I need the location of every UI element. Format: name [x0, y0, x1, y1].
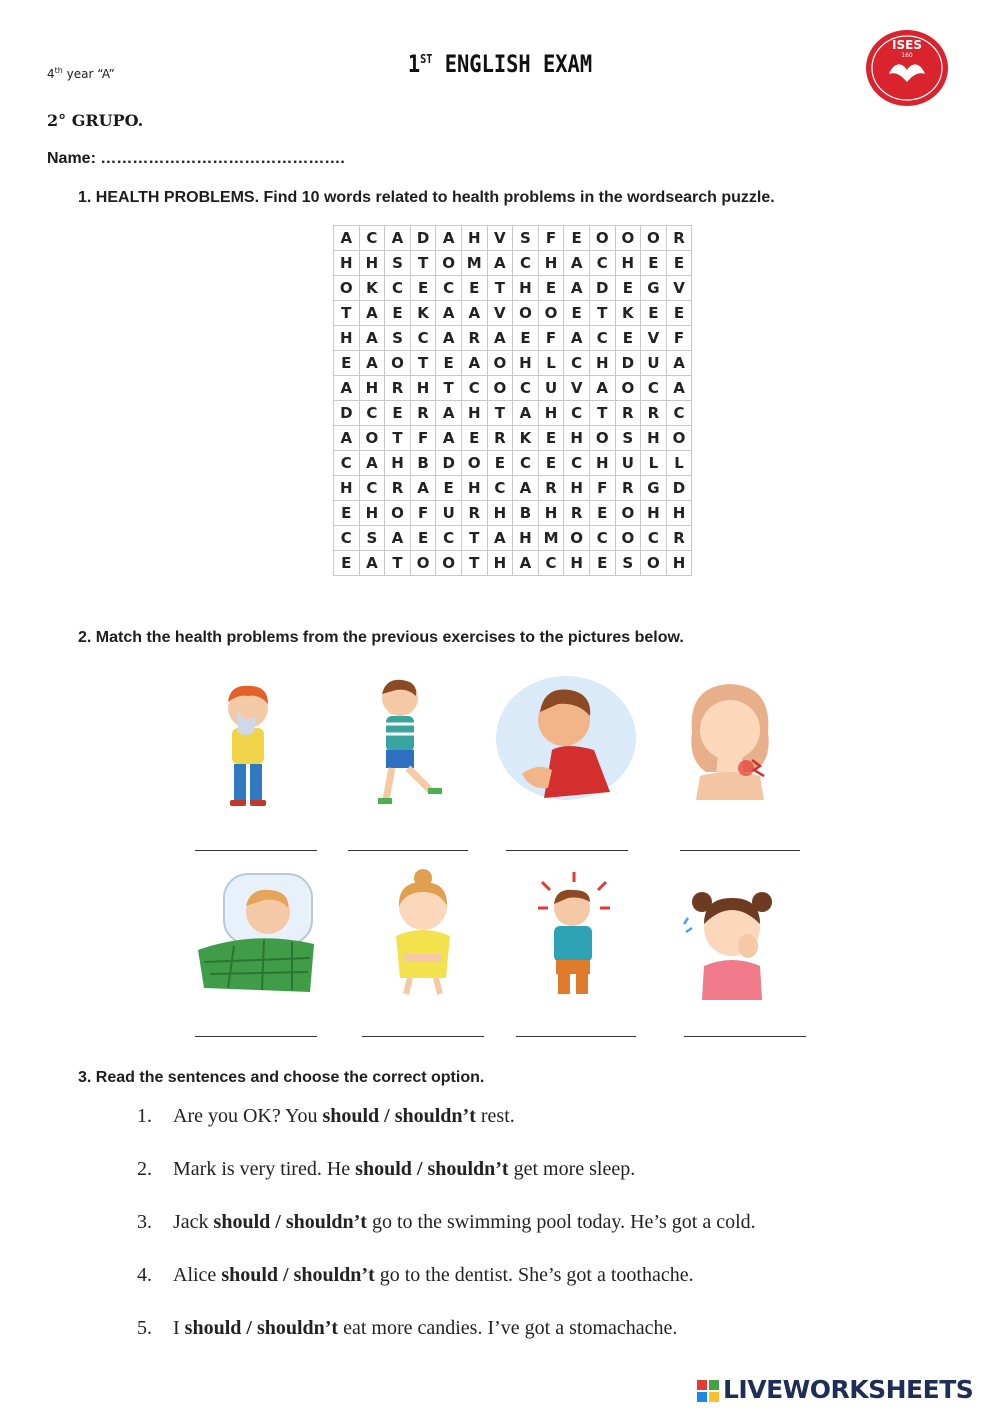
wordsearch-cell[interactable]: R	[461, 326, 487, 351]
wordsearch-cell[interactable]: H	[461, 401, 487, 426]
wordsearch-cell[interactable]: O	[538, 301, 564, 326]
wordsearch-cell[interactable]: E	[334, 501, 360, 526]
wordsearch-cell[interactable]: O	[564, 526, 590, 551]
wordsearch-cell[interactable]: V	[564, 376, 590, 401]
wordsearch-cell[interactable]: A	[461, 301, 487, 326]
sentence-3: 3. Jack should / shouldn’t go to the swimming pool today. He’s got a cold.	[137, 1211, 756, 1233]
wordsearch-cell[interactable]: C	[334, 526, 360, 551]
coughing-man-icon	[494, 672, 638, 804]
wordsearch-cell[interactable]: C	[436, 526, 462, 551]
wordsearch-cell[interactable]: K	[615, 301, 641, 326]
wordsearch-cell[interactable]: R	[641, 401, 667, 426]
wordsearch-cell[interactable]: R	[487, 426, 513, 451]
wordsearch-cell[interactable]: A	[487, 251, 513, 276]
wordsearch-cell[interactable]: E	[666, 251, 692, 276]
wordsearch-cell[interactable]: C	[589, 526, 615, 551]
wordsearch-cell[interactable]: E	[410, 526, 436, 551]
wordsearch-cell[interactable]: O	[589, 226, 615, 251]
wordsearch-cell[interactable]: R	[564, 501, 590, 526]
wordsearch-cell[interactable]: A	[334, 376, 360, 401]
wordsearch-cell[interactable]: K	[410, 301, 436, 326]
wordsearch-cell[interactable]: T	[461, 526, 487, 551]
wordsearch-cell[interactable]: F	[410, 426, 436, 451]
wordsearch-cell[interactable]: A	[589, 376, 615, 401]
wordsearch-cell[interactable]: H	[513, 276, 539, 301]
wordsearch-cell[interactable]: R	[385, 476, 411, 501]
wordsearch-cell[interactable]: A	[436, 401, 462, 426]
wordsearch-cell[interactable]: K	[359, 276, 385, 301]
wordsearch-cell[interactable]: S	[615, 426, 641, 451]
wordsearch-row	[334, 476, 692, 501]
wordsearch-cell[interactable]: A	[334, 226, 360, 251]
wordsearch-cell[interactable]: H	[410, 376, 436, 401]
svg-text:160: 160	[901, 52, 913, 59]
wordsearch-cell[interactable]: R	[538, 476, 564, 501]
wordsearch-cell[interactable]: D	[589, 276, 615, 301]
question-2-title: 2. Match the health problems from the previous exercises to the pictures below.	[78, 629, 684, 646]
wordsearch-cell[interactable]: E	[385, 401, 411, 426]
wordsearch-cell[interactable]: A	[359, 351, 385, 376]
wordsearch-cell[interactable]: C	[385, 276, 411, 301]
wordsearch-cell[interactable]: C	[666, 401, 692, 426]
wordsearch-cell[interactable]: H	[538, 401, 564, 426]
wordsearch-cell[interactable]: A	[436, 426, 462, 451]
wordsearch-cell[interactable]: H	[564, 476, 590, 501]
wordsearch-cell[interactable]: C	[538, 551, 564, 576]
wordsearch-cell[interactable]: A	[487, 526, 513, 551]
wordsearch-row	[334, 376, 692, 401]
wordsearch-cell[interactable]: A	[513, 476, 539, 501]
wordsearch-cell[interactable]: E	[641, 251, 667, 276]
wordsearch-cell[interactable]: V	[487, 301, 513, 326]
wordsearch-cell[interactable]: H	[538, 251, 564, 276]
sentence-4: 4. Alice should / shouldn’t go to the dentist. She’s got a toothache.	[137, 1264, 694, 1286]
wordsearch-cell[interactable]: C	[359, 476, 385, 501]
wordsearch-cell[interactable]: O	[410, 551, 436, 576]
wordsearch-cell[interactable]: O	[487, 351, 513, 376]
wordsearch-cell[interactable]: D	[334, 401, 360, 426]
wordsearch-cell[interactable]: E	[589, 501, 615, 526]
wordsearch-row	[334, 226, 692, 251]
wordsearch-cell[interactable]: H	[641, 501, 667, 526]
wordsearch-cell[interactable]: H	[615, 251, 641, 276]
wordsearch-row	[334, 501, 692, 526]
wordsearch-cell[interactable]: H	[487, 501, 513, 526]
wordsearch-cell[interactable]: O	[615, 376, 641, 401]
wordsearch-cell[interactable]: D	[666, 476, 692, 501]
wordsearch-cell[interactable]: R	[461, 501, 487, 526]
wordsearch-cell[interactable]: O	[615, 501, 641, 526]
wordsearch-cell[interactable]: A	[666, 376, 692, 401]
wordsearch-cell[interactable]: T	[487, 276, 513, 301]
option-choice[interactable]: should / shouldn’t	[221, 1264, 375, 1286]
wordsearch-cell[interactable]: C	[513, 376, 539, 401]
wordsearch-cell[interactable]: D	[436, 451, 462, 476]
name-field[interactable]: Name: ……………………………………….	[47, 150, 345, 167]
wordsearch-cell[interactable]: T	[334, 301, 360, 326]
wordsearch-cell[interactable]: A	[513, 401, 539, 426]
liveworksheets-brand: LIVEWORKSHEETS	[697, 1375, 973, 1404]
wordsearch-cell[interactable]: V	[641, 326, 667, 351]
wordsearch-cell[interactable]: E	[538, 276, 564, 301]
wordsearch-cell[interactable]: A	[436, 326, 462, 351]
answer-line-1[interactable]	[195, 850, 317, 851]
wordsearch-cell[interactable]: H	[564, 426, 590, 451]
option-choice[interactable]: should / shouldn’t	[322, 1105, 476, 1127]
wordsearch-cell[interactable]: T	[589, 301, 615, 326]
wordsearch-cell[interactable]: H	[589, 451, 615, 476]
wordsearch-cell[interactable]: H	[334, 251, 360, 276]
wordsearch-cell[interactable]: K	[513, 426, 539, 451]
wordsearch-cell[interactable]: E	[410, 276, 436, 301]
wordsearch-cell[interactable]: O	[385, 351, 411, 376]
wordsearch-cell[interactable]: D	[615, 351, 641, 376]
wordsearch-cell[interactable]: C	[564, 351, 590, 376]
option-choice[interactable]: should / shouldn’t	[213, 1211, 367, 1233]
wordsearch-cell[interactable]: A	[436, 226, 462, 251]
wordsearch-cell[interactable]: S	[385, 251, 411, 276]
wordsearch-cell[interactable]: T	[385, 551, 411, 576]
wordsearch-cell[interactable]: O	[615, 226, 641, 251]
wordsearch-cell[interactable]: R	[615, 401, 641, 426]
wordsearch-cell[interactable]: A	[436, 301, 462, 326]
wordsearch-cell[interactable]: C	[513, 451, 539, 476]
wordsearch-row	[334, 526, 692, 551]
wordsearch-cell[interactable]: A	[359, 551, 385, 576]
wordsearch-cell[interactable]: U	[641, 351, 667, 376]
wordsearch-cell[interactable]: F	[538, 226, 564, 251]
sentence-5: 5. I should / shouldn’t eat more candies. I’ve got a stomachache.	[137, 1317, 678, 1339]
wordsearch-cell[interactable]: A	[564, 251, 590, 276]
wordsearch-cell[interactable]: O	[359, 426, 385, 451]
wordsearch-cell[interactable]: A	[564, 326, 590, 351]
wordsearch-cell[interactable]: T	[410, 351, 436, 376]
wordsearch-row	[334, 276, 692, 301]
wordsearch-cell[interactable]: V	[666, 276, 692, 301]
answer-line-5[interactable]	[195, 1036, 317, 1037]
wordsearch-cell[interactable]: R	[410, 401, 436, 426]
wordsearch-cell[interactable]: A	[487, 326, 513, 351]
wordsearch-cell[interactable]: T	[410, 251, 436, 276]
wordsearch-cell[interactable]: E	[564, 226, 590, 251]
wordsearch-cell[interactable]: E	[334, 351, 360, 376]
wordsearch-cell[interactable]: A	[513, 551, 539, 576]
sentence-1: 1. Are you OK? You should / shouldn’t rest.	[137, 1105, 515, 1127]
answer-line-4[interactable]	[680, 850, 800, 851]
answer-line-2[interactable]	[348, 850, 468, 851]
class-year: 4th year “A”	[47, 66, 115, 81]
headache-boy-icon	[534, 872, 614, 996]
wordsearch-cell[interactable]: C	[436, 276, 462, 301]
wordsearch-cell[interactable]: O	[666, 426, 692, 451]
wordsearch-cell[interactable]: E	[615, 276, 641, 301]
wordsearch-cell[interactable]: T	[461, 551, 487, 576]
stomachache-girl-icon	[380, 866, 466, 998]
wordsearch-cell[interactable]: O	[436, 251, 462, 276]
sneezing-boy-icon	[210, 680, 286, 812]
wordsearch-cell[interactable]: A	[334, 426, 360, 451]
wordsearch-cell[interactable]: L	[641, 451, 667, 476]
wordsearch-cell[interactable]: R	[666, 526, 692, 551]
wordsearch-cell[interactable]: O	[513, 301, 539, 326]
group-label: 2° GRUPO.	[47, 111, 144, 130]
wordsearch-cell[interactable]: C	[410, 326, 436, 351]
wordsearch-cell[interactable]: R	[385, 376, 411, 401]
wordsearch-cell[interactable]: O	[461, 451, 487, 476]
wordsearch-cell[interactable]: M	[538, 526, 564, 551]
wordsearch-cell[interactable]: S	[359, 526, 385, 551]
wordsearch-cell[interactable]: E	[385, 301, 411, 326]
wordsearch-cell[interactable]: C	[641, 376, 667, 401]
answer-line-6[interactable]	[362, 1036, 484, 1037]
wordsearch-cell[interactable]: F	[589, 476, 615, 501]
wordsearch-cell[interactable]: F	[538, 326, 564, 351]
wordsearch-cell[interactable]: A	[359, 326, 385, 351]
wordsearch-row	[334, 426, 692, 451]
wordsearch-cell[interactable]: H	[641, 426, 667, 451]
wordsearch-cell[interactable]: H	[359, 376, 385, 401]
wordsearch-cell[interactable]: O	[487, 376, 513, 401]
wordsearch-cell[interactable]: G	[641, 476, 667, 501]
wordsearch-cell[interactable]: D	[410, 226, 436, 251]
wordsearch-cell[interactable]: C	[513, 251, 539, 276]
wordsearch-cell[interactable]: S	[385, 326, 411, 351]
wordsearch-cell[interactable]: A	[564, 276, 590, 301]
wordsearch-cell[interactable]: C	[461, 376, 487, 401]
wordsearch-cell[interactable]: E	[641, 301, 667, 326]
wordsearch-grid[interactable]	[333, 225, 692, 576]
wordsearch-row	[334, 551, 692, 576]
question-1-title: 1. HEALTH PROBLEMS. Find 10 words related to health problems in the wordsearch puzzle.	[78, 189, 775, 206]
wordsearch-cell[interactable]: C	[359, 401, 385, 426]
page-title: 1ST ENGLISH EXAM	[407, 50, 593, 78]
wordsearch-row	[334, 326, 692, 351]
wordsearch-cell[interactable]: L	[538, 351, 564, 376]
wordsearch-cell[interactable]: E	[538, 426, 564, 451]
wordsearch-row	[334, 351, 692, 376]
wordsearch-cell[interactable]: A	[410, 476, 436, 501]
wordsearch-cell[interactable]: E	[513, 326, 539, 351]
wordsearch-cell[interactable]: S	[615, 551, 641, 576]
toothache-girl-icon	[682, 880, 782, 1000]
wordsearch-cell[interactable]: O	[436, 551, 462, 576]
wordsearch-cell[interactable]: G	[641, 276, 667, 301]
wordsearch-cell[interactable]: H	[564, 551, 590, 576]
wordsearch-cell[interactable]: H	[461, 226, 487, 251]
wordsearch-cell[interactable]: E	[436, 476, 462, 501]
wordsearch-cell[interactable]: E	[564, 301, 590, 326]
answer-line-7[interactable]	[516, 1036, 636, 1037]
wordsearch-cell[interactable]: T	[385, 426, 411, 451]
wordsearch-cell[interactable]: H	[538, 501, 564, 526]
fever-in-bed-boy-icon	[194, 866, 322, 994]
wordsearch-cell[interactable]: C	[564, 401, 590, 426]
wordsearch-cell[interactable]: C	[334, 451, 360, 476]
wordsearch-cell[interactable]: T	[436, 376, 462, 401]
wordsearch-cell[interactable]: T	[589, 401, 615, 426]
answer-line-3[interactable]	[506, 850, 628, 851]
wordsearch-cell[interactable]: C	[487, 476, 513, 501]
wordsearch-cell[interactable]: H	[589, 351, 615, 376]
wordsearch-cell[interactable]: E	[666, 301, 692, 326]
wordsearch-cell[interactable]: O	[641, 551, 667, 576]
wordsearch-cell[interactable]: F	[410, 501, 436, 526]
school-logo-icon	[864, 28, 950, 108]
wordsearch-cell[interactable]: H	[666, 501, 692, 526]
wordsearch-cell[interactable]: H	[334, 476, 360, 501]
wordsearch-cell[interactable]: A	[385, 226, 411, 251]
wordsearch-cell[interactable]: O	[641, 226, 667, 251]
wordsearch-cell[interactable]: R	[666, 226, 692, 251]
wordsearch-row	[334, 451, 692, 476]
wordsearch-cell[interactable]: H	[666, 551, 692, 576]
wordsearch-cell[interactable]: B	[513, 501, 539, 526]
wordsearch-cell[interactable]: H	[513, 351, 539, 376]
wordsearch-cell[interactable]: H	[487, 551, 513, 576]
wordsearch-row	[334, 401, 692, 426]
sentence-2: 2. Mark is very tired. He should / shouldn’t get more sleep.	[137, 1158, 636, 1180]
wordsearch-cell[interactable]: E	[615, 326, 641, 351]
wordsearch-cell[interactable]: U	[436, 501, 462, 526]
wordsearch-cell[interactable]: H	[359, 501, 385, 526]
wordsearch-cell[interactable]: B	[410, 451, 436, 476]
sore-throat-girl-icon	[680, 676, 780, 800]
option-choice[interactable]: should / shouldn’t	[355, 1158, 509, 1180]
wordsearch-cell[interactable]: C	[359, 226, 385, 251]
wordsearch-cell[interactable]: A	[385, 526, 411, 551]
option-choice[interactable]: should / shouldn’t	[184, 1317, 339, 1339]
wordsearch-cell[interactable]: A	[359, 301, 385, 326]
wordsearch-cell[interactable]: O	[385, 501, 411, 526]
wordsearch-cell[interactable]: E	[487, 451, 513, 476]
wordsearch-cell[interactable]: U	[538, 376, 564, 401]
wordsearch-cell[interactable]: T	[487, 401, 513, 426]
wordsearch-cell[interactable]: O	[589, 426, 615, 451]
wordsearch-cell[interactable]: S	[513, 226, 539, 251]
wordsearch-cell[interactable]: E	[436, 351, 462, 376]
wordsearch-row	[334, 251, 692, 276]
wordsearch-cell[interactable]: H	[461, 476, 487, 501]
wordsearch-cell[interactable]: V	[487, 226, 513, 251]
wordsearch-cell[interactable]: E	[334, 551, 360, 576]
wordsearch-cell[interactable]: A	[359, 451, 385, 476]
wordsearch-row	[334, 301, 692, 326]
wordsearch-cell[interactable]: A	[666, 351, 692, 376]
wordsearch-cell[interactable]: E	[461, 276, 487, 301]
wordsearch-cell[interactable]: H	[513, 526, 539, 551]
wordsearch-cell[interactable]: E	[589, 551, 615, 576]
wordsearch-cell[interactable]: C	[589, 326, 615, 351]
sore-leg-boy-icon	[360, 672, 448, 810]
wordsearch-cell[interactable]: M	[461, 251, 487, 276]
wordsearch-cell[interactable]: O	[615, 526, 641, 551]
liveworksheets-logo-icon	[697, 1380, 719, 1402]
wordsearch-cell[interactable]: C	[564, 451, 590, 476]
wordsearch-cell[interactable]: H	[359, 251, 385, 276]
wordsearch-cell[interactable]: R	[615, 476, 641, 501]
wordsearch-cell[interactable]: A	[461, 351, 487, 376]
wordsearch-cell[interactable]: O	[334, 276, 360, 301]
wordsearch-cell[interactable]: H	[385, 451, 411, 476]
question-3-title: 3. Read the sentences and choose the correct option.	[78, 1069, 485, 1086]
wordsearch-cell[interactable]: H	[334, 326, 360, 351]
wordsearch-cell[interactable]: C	[641, 526, 667, 551]
answer-line-8[interactable]	[684, 1036, 806, 1037]
wordsearch-cell[interactable]: L	[666, 451, 692, 476]
wordsearch-cell[interactable]: U	[615, 451, 641, 476]
wordsearch-cell[interactable]: E	[461, 426, 487, 451]
wordsearch-cell[interactable]: E	[538, 451, 564, 476]
logo-text: ISES	[892, 38, 922, 52]
wordsearch-cell[interactable]: F	[666, 326, 692, 351]
wordsearch-cell[interactable]: C	[589, 251, 615, 276]
